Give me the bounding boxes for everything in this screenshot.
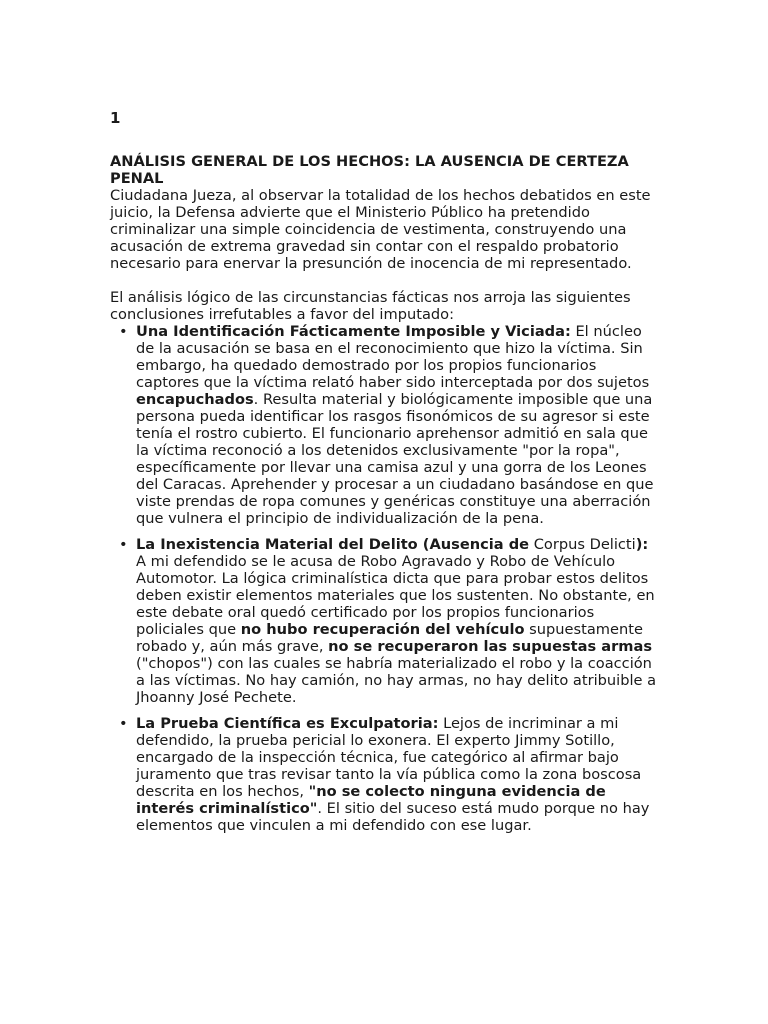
bullet-icon: • [119,715,128,732]
point-emphasis: encapuchados [136,391,254,408]
point-text: A mi defendido se le acusa de Robo Agravado y Robo de Vehículo Automotor. La lógica criminalística dicta que para probar estos delitos deben existir elementos materiales que los sustenten. No obstante, en este debate oral quedó certificado por los propios funcionarios policiales que [136,553,655,638]
point-text: Lejos de incriminar a mi defendido, la prueba pericial lo exonera. El experto Jimmy Sotillo, encargado de la inspección técnica, fue categórico al afirmar bajo juramento que tras revisar tanto la vía pública como la zona boscosa descrita en los hechos, [136,715,642,800]
point-title: La Inexistencia Material del Delito (Ausencia de [136,536,530,553]
bullet-icon: • [119,323,128,340]
point-text: . El sitio del suceso está mudo porque no hay elementos que vinculen a mi defendido con ese lugar. [136,800,650,834]
point-title: La Prueba Científica es Exculpatoria: [136,715,439,732]
lead-paragraph: El análisis lógico de las circunstancias fácticas nos arroja las siguientes conclusiones irrefutables a favor del imputado: [110,289,631,323]
conclusions-list [110,323,660,834]
point-title: Una Identificación Fácticamente Imposible y Viciada: [136,323,571,340]
section-heading: ANÁLISIS GENERAL DE LOS HECHOS: LA AUSENCIA DE CERTEZA PENAL [110,153,629,187]
point-emphasis: no se recuperaron las supuestas armas [328,638,653,655]
point-emphasis: no hubo recuperación del vehículo [240,621,525,638]
point-text: El núcleo de la acusación se basa en el reconocimiento que hizo la víctima. Sin embargo, ha quedado demostrado por los propios funcionarios captores que la víctima relató haber sido interceptada por dos sujetos [136,323,650,391]
list-item [110,715,660,834]
point-text: Corpus Delicti [529,536,636,553]
intro-paragraph: Ciudadana Jueza, al observar la totalidad de los hechos debatidos en este juicio, la Defensa advierte que el Ministerio Público ha pretendido criminalizar una simple coincidencia de vestimenta, construyendo una acusación de extrema gravedad sin contar con el respaldo probatorio necesario para enervar la presunción de inocencia de mi representado. [110,187,651,272]
document-page [110,110,660,843]
bullet-icon: • [119,536,128,553]
point-emphasis: ): [635,536,649,553]
point-emphasis: "no se colecto ninguna evidencia de interés criminalístico" [136,783,606,817]
page-number: 1 [110,109,121,127]
list-item [110,536,660,706]
point-text: ("chopos") con las cuales se habría materializado el robo y la coacción a las víctimas. No hay camión, no hay armas, no hay delito atribuible a Jhoanny José Pechete. [136,655,657,706]
point-text: . Resulta material y biológicamente imposible que una persona pueda identificar los rasgos fisonómicos de su agresor si este tenía el rostro cubierto. El funcionario aprehensor admitió en sala que la víctima reconoció a los detenidos exclusivamente "por la ropa", específicamente por llevar una camisa azul y una gorra de los Leones del Caracas. Aprehender y procesar a un ciudadano basándose en que viste prendas de ropa comunes y genéricas constituye una aberración que vulnera el principio de individualización de la pena. [136,391,654,527]
list-item [110,323,660,527]
point-text: supuestamente robado y, aún más grave, [136,621,643,655]
